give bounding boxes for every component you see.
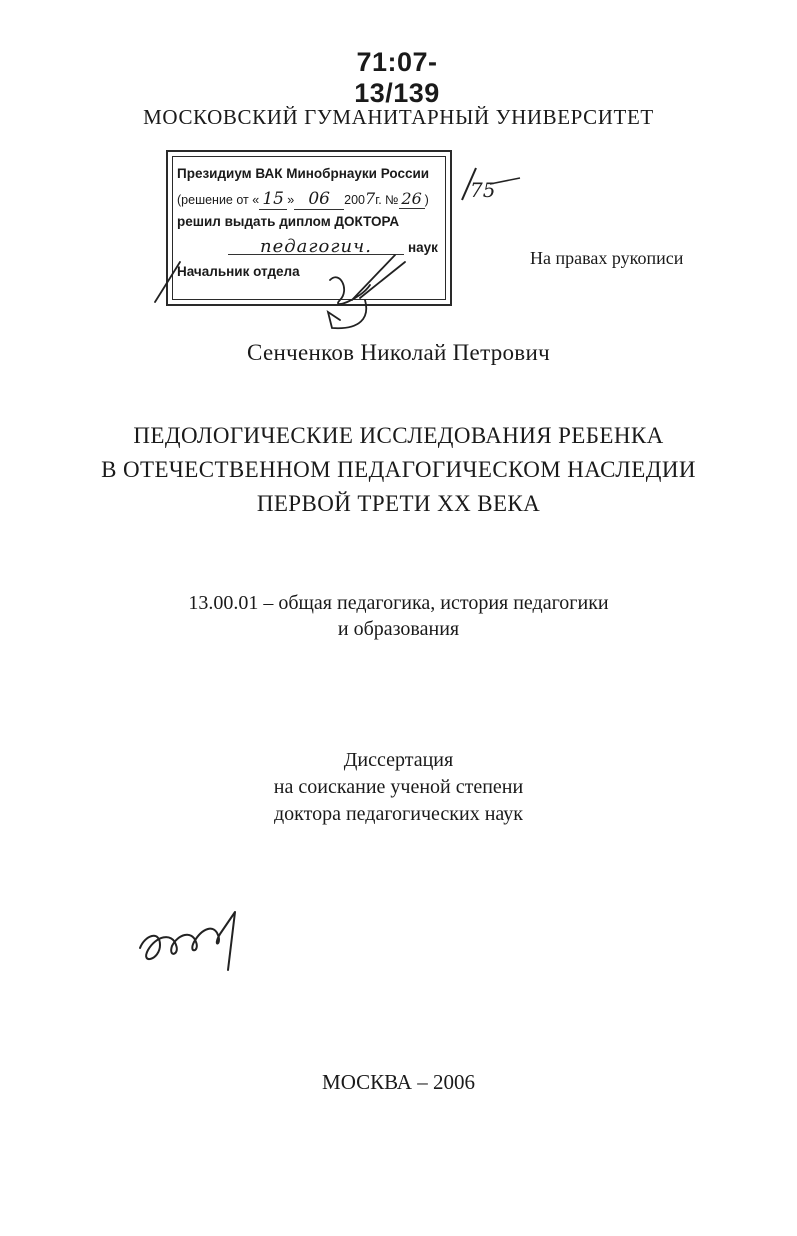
stamp-line-head: Начальник отдела bbox=[177, 264, 300, 279]
specialty-line-1: 13.00.01 – общая педагогика, история педагогики bbox=[188, 592, 609, 614]
thesis-title-line-2: В ОТЕЧЕСТВЕННОМ ПЕДАГОГИЧЕСКОМ НАСЛЕДИИ bbox=[101, 457, 696, 482]
author-name: Сенченков Николай Петрович bbox=[247, 340, 550, 365]
dissertation-line-3: доктора педагогических наук bbox=[274, 803, 523, 825]
stamp-day: 15 bbox=[259, 189, 287, 210]
stamp-decision-prefix: (решение от « bbox=[177, 193, 260, 207]
stamp-line-science: наук bbox=[408, 240, 438, 255]
stamp-decision-sep1: » bbox=[287, 193, 295, 207]
stamp-line-presidium: Президиум ВАК Минобрнауки России bbox=[177, 166, 430, 181]
thesis-title-line-1: ПЕДОЛОГИЧЕСКИЕ ИССЛЕДОВАНИЯ РЕБЕНКА bbox=[133, 423, 664, 448]
specialty-line-2: и образования bbox=[337, 618, 460, 640]
city-year: МОСКВА – 2006 bbox=[322, 1070, 475, 1094]
stamp-decision-century: 200 bbox=[344, 193, 365, 207]
dissertation-line-1: Диссертация bbox=[343, 749, 454, 771]
stamp-year-digit: 7 bbox=[365, 189, 376, 208]
stamp-line-decision bbox=[177, 189, 429, 210]
vak-stamp bbox=[166, 150, 452, 306]
stamp-number: 26 bbox=[399, 189, 425, 209]
stamp-field-handwritten: педагогич. bbox=[228, 236, 404, 255]
stamp-extra-number: 75 bbox=[470, 178, 496, 202]
author-signature bbox=[140, 912, 235, 970]
stamp-month: 06 bbox=[294, 189, 344, 210]
stamp-decision-close: ) bbox=[424, 193, 429, 207]
manuscript-rights: На правах рукописи bbox=[530, 248, 684, 268]
thesis-title-line-3: ПЕРВОЙ ТРЕТИ XX ВЕКА bbox=[256, 491, 541, 516]
dissertation-line-2: на соискание ученой степени bbox=[273, 776, 524, 798]
stamp-line-award: решил выдать диплом ДОКТОРА bbox=[177, 214, 400, 229]
university-name: МОСКОВСКИЙ ГУМАНИТАРНЫЙ УНИВЕРСИТЕТ bbox=[143, 105, 654, 129]
stamp-decision-number-label: г. № bbox=[375, 193, 399, 207]
catalog-code: 71:07-13/139 bbox=[354, 47, 440, 108]
